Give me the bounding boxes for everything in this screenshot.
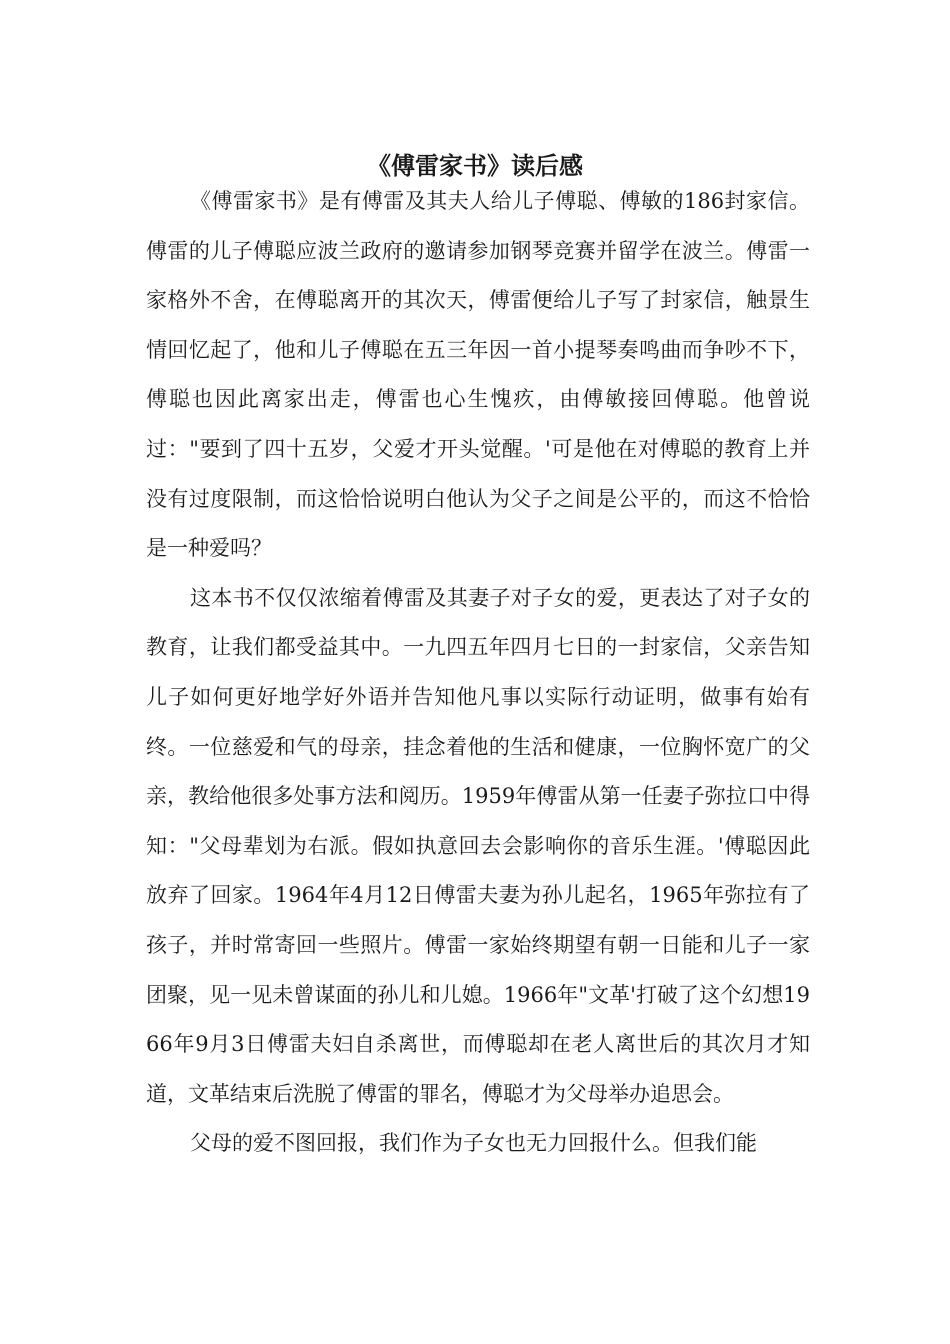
paragraph-1: 《傅雷家书》是有傅雷及其夫人给儿子傅聪、傅敏的186封家信。傅雷的儿子傅聪应波兰政府的邀请参加钢琴竞赛并留学在波兰。傅雷一家格外不舍，在傅聪离开的其次天，傅雷便给儿子写了封家信，触景生情回忆起了，他和儿子傅聪在五三年因一首小提琴奏鸣曲而争吵不下，傅聪也因此离家出走，傅雷也心生愧疚，由傅敏接回傅聪。他曾说过："要到了四十五岁，父爱才开头觉醒。'可是他在对傅聪的教育上并没有过度限制，而这恰恰说明白他认为父子之间是公平的，而这不恰恰是一种爱吗？	[146, 189, 810, 561]
paragraph-3: 父母的爱不图回报，我们作为子女也无力回报什么。但我们能	[190, 1131, 757, 1156]
document-body	[146, 177, 810, 1169]
paragraph-2: 这本书不仅仅浓缩着傅雷及其妻子对子女的爱，更表达了对子女的教育，让我们都受益其中。一九四五年四月七日的一封家信，父亲告知儿子如何更好地学好外语并告知他凡事以实际行动证明，做事有始有终。一位慈爱和气的母亲，挂念着他的生活和健康，一位胸怀宽广的父亲，教给他很多处事方法和阅历。1959年傅雷从第一任妻子弥拉口中得知："父母辈划为右派。假如执意回去会影响你的音乐生涯。'傅聪因此放弃了回家。1964年4月12日傅雷夫妻为孙儿起名，1965年弥拉有了孩子，并时常寄回一些照片。傅雷一家始终期望有朝一日能和儿子一家团聚，见一见未曾谋面的孙儿和儿媳。1966年"文革'打破了这个幻想1966年9月3日傅雷夫妇自杀离世，而傅聪却在老人离世后的其次月才知道，文革结束后洗脱了傅雷的罪名，傅聪才为父母举办追思会。	[146, 585, 810, 1106]
document-title: 《傅雷家书》读后感	[367, 151, 583, 181]
